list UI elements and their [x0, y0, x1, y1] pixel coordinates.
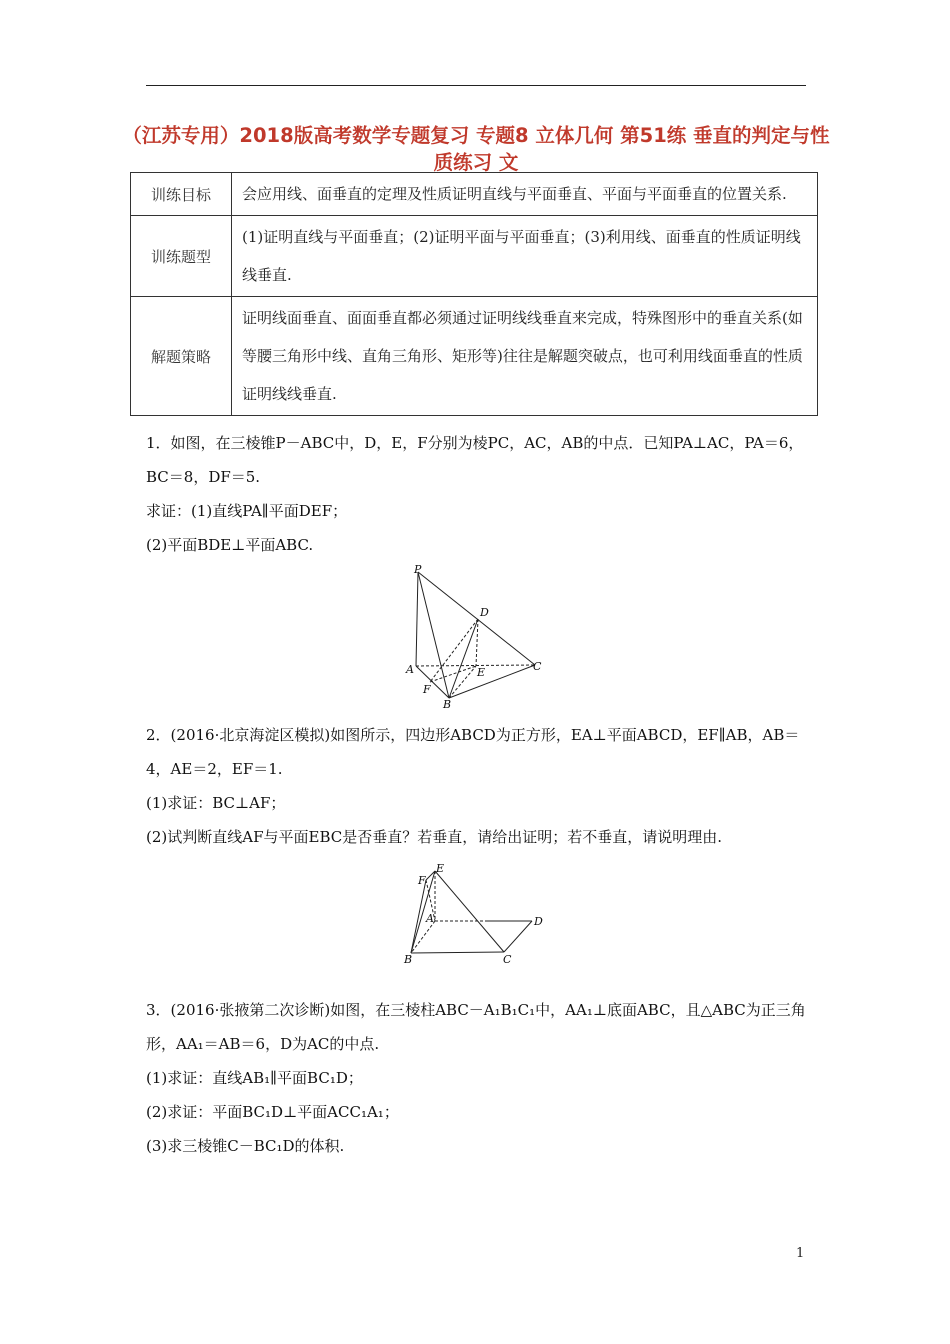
problem-3-part-2: (2)求证：平面BC₁D⊥平面ACC₁A₁；	[146, 1103, 399, 1121]
row-label: 训练目标	[131, 173, 232, 216]
problem-2-stem: 2．(2016·北京海淀区模拟)如图所示，四边形ABCD为正方形，EA⊥平面ABCD，EF∥AB，AB＝4，AE＝2，EF＝1.	[146, 726, 800, 778]
label-b: B	[404, 953, 413, 966]
square-figure	[398, 862, 548, 968]
problem-3-part-3: (3)求三棱锥C－BC₁D的体积.	[146, 1137, 345, 1155]
table-row	[131, 297, 818, 416]
label-c: C	[533, 660, 542, 673]
pyramid-figure	[400, 562, 550, 712]
label-d: D	[480, 606, 489, 619]
label-b: B	[443, 698, 452, 711]
problem-3-part-1: (1)求证：直线AB₁∥平面BC₁D；	[146, 1069, 363, 1087]
table-row	[131, 216, 818, 297]
row-text: 证明线面垂直、面面垂直都必须通过证明线线垂直来完成，特殊图形中的垂直关系(如等腰三角形中线、直角三角形、矩形等)往往是解题突破点，也可利用线面垂直的性质证明线线垂直.	[232, 297, 818, 416]
problem-2-part-2: (2)试判断直线AF与平面EBC是否垂直？若垂直，请给出证明；若不垂直，请说明理由.	[146, 828, 722, 846]
row-text: (1)证明直线与平面垂直；(2)证明平面与平面垂直；(3)利用线、面垂直的性质证明线线垂直.	[232, 216, 818, 297]
problem-1-stem: 1．如图，在三棱锥P－ABC中，D，E，F分别为棱PC，AC，AB的中点．已知PA⊥AC，PA＝6，BC＝8，DF＝5.	[146, 434, 804, 486]
label-p: P	[414, 563, 422, 576]
problem-1-part-2: (2)平面BDE⊥平面ABC.	[146, 536, 314, 554]
row-label: 训练题型	[131, 216, 232, 297]
label-c: C	[503, 953, 512, 966]
problem-2-part-1: (1)求证：BC⊥AF；	[146, 794, 286, 812]
label-d: D	[534, 915, 543, 928]
page-title: （江苏专用）2018版高考数学专题复习 专题8 立体几何 第51练 垂直的判定与性质练习 文	[122, 124, 830, 174]
label-e: E	[477, 666, 486, 679]
label-a: A	[426, 912, 434, 925]
problem-1-part-1: 求证：(1)直线PA∥平面DEF；	[146, 502, 348, 520]
page-number: 1	[796, 1246, 805, 1261]
label-e: E	[436, 862, 445, 875]
label-f: F	[423, 683, 431, 696]
label-f: F	[418, 874, 426, 887]
row-text: 会应用线、面垂直的定理及性质证明直线与平面垂直、平面与平面垂直的位置关系.	[232, 173, 818, 216]
table-row	[131, 173, 818, 216]
row-label: 解题策略	[131, 297, 232, 416]
header-rule	[146, 85, 806, 86]
label-a: A	[406, 663, 414, 676]
training-table	[130, 172, 818, 416]
problem-3-stem: 3．(2016·张掖第二次诊断)如图，在三棱柱ABC－A₁B₁C₁中，AA₁⊥底面ABC，且△ABC为正三角形，AA₁＝AB＝6，D为AC的中点.	[146, 1001, 806, 1053]
